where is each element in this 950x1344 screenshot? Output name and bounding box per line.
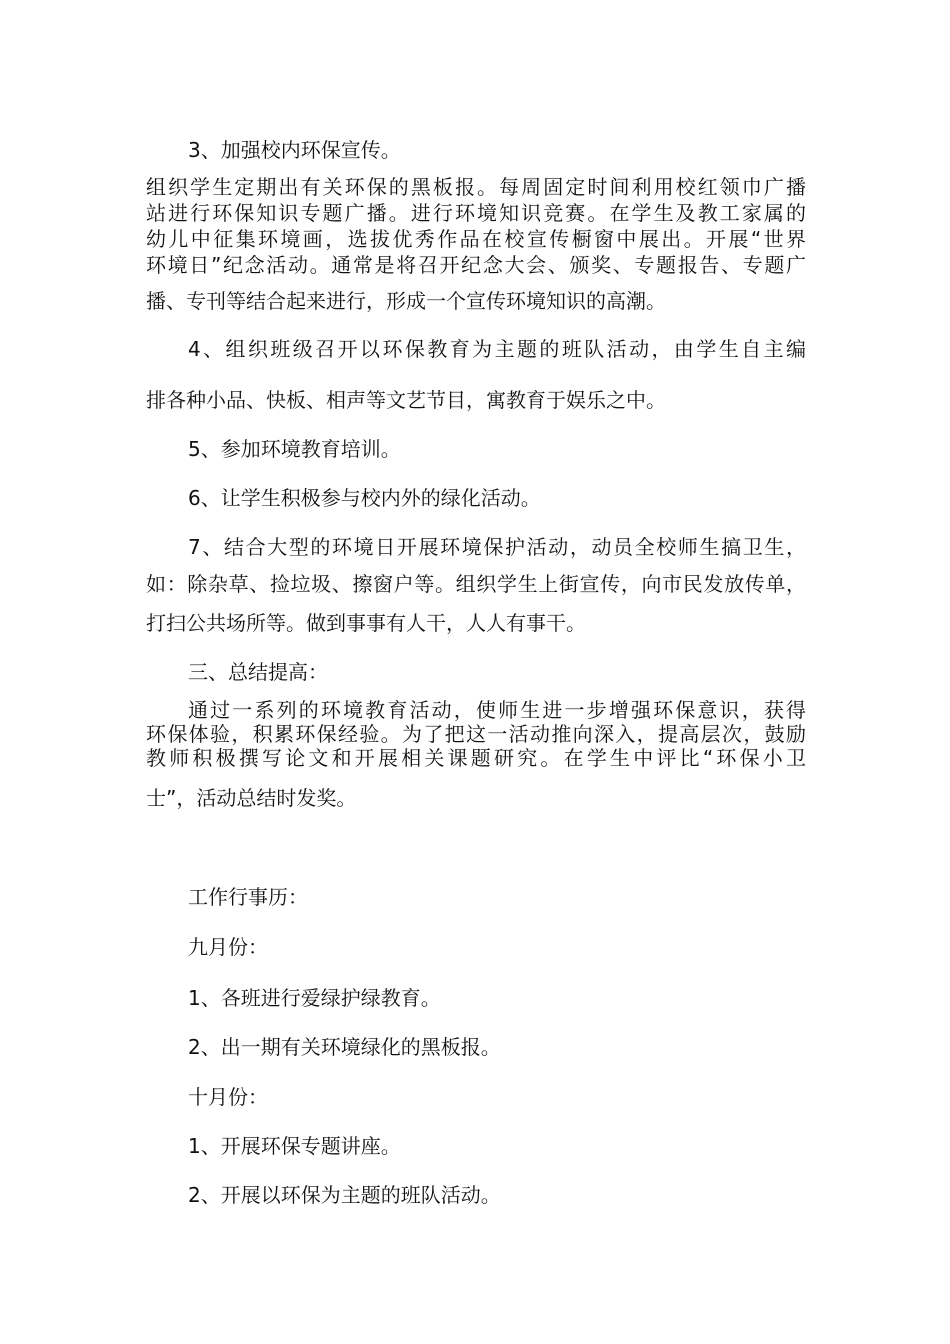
paragraph-line: 幼儿中征集环境画，选拔优秀作品在校宣传橱窗中展出。开展“世界 <box>146 227 806 251</box>
paragraph-line: 站进行环保知识专题广播。进行环境知识竞赛。在学生及教工家属的 <box>146 201 806 225</box>
summary-line: 教师积极撰写论文和开展相关课题研究。在学生中评比“环保小卫 <box>146 746 806 770</box>
calendar-item: 1、开展环保专题讲座。 <box>188 1134 401 1158</box>
item-3-heading: 3、加强校内环保宣传。 <box>188 138 401 162</box>
item-4-line: 排各种小品、快板、相声等文艺节目，寓教育于娱乐之中。 <box>146 388 666 412</box>
paragraph-line: 组织学生定期出有关环保的黑板报。每周固定时间利用校红领巾广播 <box>146 175 806 199</box>
calendar-heading: 工作行事历： <box>188 885 308 909</box>
calendar-item: 1、各班进行爱绿护绿教育。 <box>188 986 441 1010</box>
item-6: 6、让学生积极参与校内外的绿化活动。 <box>188 486 541 510</box>
summary-line: 通过一系列的环境教育活动，使师生进一步增强环保意识，获得 <box>188 698 806 722</box>
calendar-item: 2、开展以环保为主题的班队活动。 <box>188 1183 501 1207</box>
month-heading: 九月份： <box>188 935 268 959</box>
item-7-line: 打扫公共场所等。做到事事有人干，人人有事干。 <box>146 611 586 635</box>
item-7-line: 7、结合大型的环境日开展环境保护活动，动员全校师生搞卫生， <box>188 535 806 559</box>
item-7-line: 如：除杂草、捡垃圾、擦窗户等。组织学生上街宣传，向市民发放传单， <box>146 572 806 596</box>
item-4-line: 4、组织班级召开以环保教育为主题的班队活动，由学生自主编 <box>188 337 806 361</box>
section-heading: 三、总结提高： <box>188 660 328 684</box>
item-5: 5、参加环境教育培训。 <box>188 437 401 461</box>
paragraph-line: 播、专刊等结合起来进行，形成一个宣传环境知识的高潮。 <box>146 289 666 313</box>
month-heading: 十月份： <box>188 1085 268 1109</box>
calendar-item: 2、出一期有关环境绿化的黑板报。 <box>188 1035 501 1059</box>
summary-line: 士”，活动总结时发奖。 <box>146 786 357 810</box>
paragraph-line: 环境日”纪念活动。通常是将召开纪念大会、颁奖、专题报告、专题广 <box>146 253 806 277</box>
summary-line: 环保体验，积累环保经验。为了把这一活动推向深入，提高层次，鼓励 <box>146 722 806 746</box>
